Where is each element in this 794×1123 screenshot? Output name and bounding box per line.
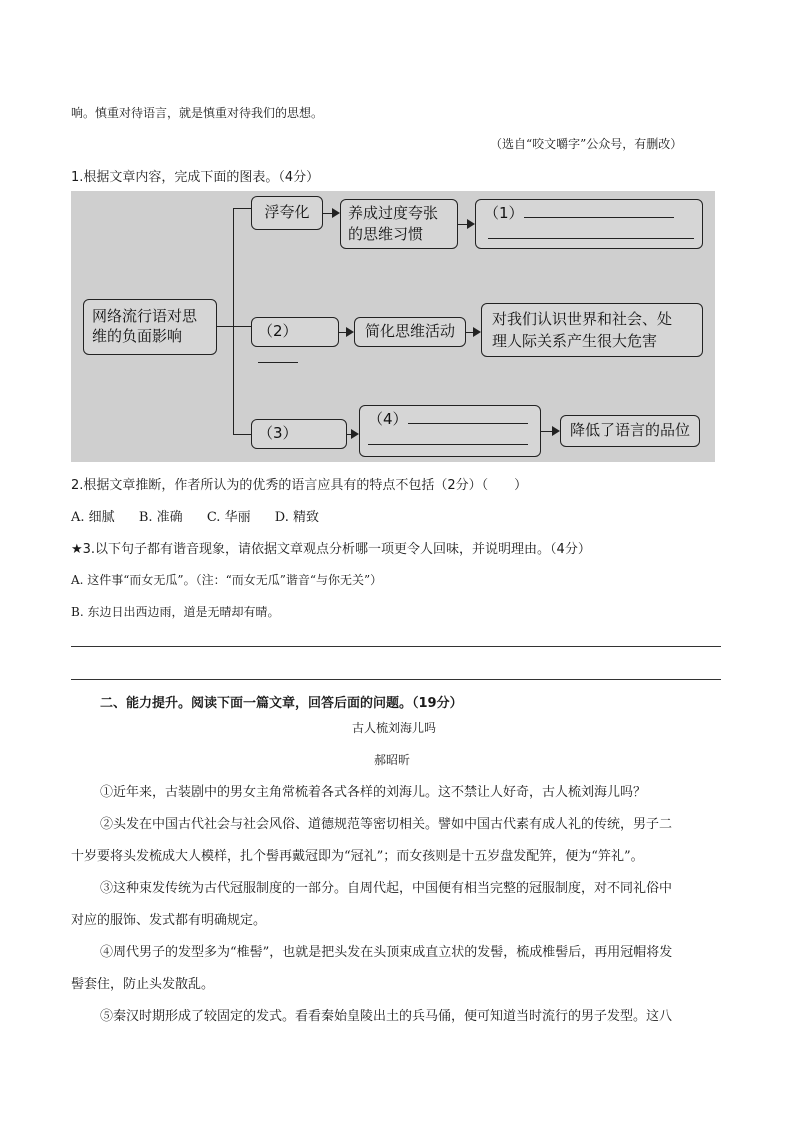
branch2-box xyxy=(251,317,339,347)
branch3-mid-box xyxy=(359,405,541,457)
branch1-mid-box xyxy=(340,199,458,249)
blank-1-number: （1） xyxy=(484,204,524,222)
paragraph-4a: ④周代男子的发型多为“椎髻”，也就是把头发在头顶束成直立状的发髻，梳成椎髻后，再用冠帽将发 xyxy=(100,945,673,960)
paragraph-4b: 髻套住，防止头发散乱。 xyxy=(71,977,215,992)
branch2-end-line-2: 理人际关系产生很大危害 xyxy=(492,332,658,350)
diagram-root-box xyxy=(83,299,217,355)
branch2-end-box xyxy=(481,303,703,357)
q3-option-b: B. 东边日出西边雨，道是无晴却有晴。 xyxy=(71,605,280,619)
branch1-mid-line-2: 的思维习惯 xyxy=(348,225,424,243)
source-note: （选自“咬文嚼字”公众号，有删改） xyxy=(490,137,683,151)
branch2-mid-label: 简化思维活动 xyxy=(364,322,455,340)
section-heading: 二、能力提升。阅读下面一篇文章，回答后面的问题。（19分） xyxy=(100,696,463,711)
q1-prompt: 1.根据文章内容，完成下面的图表。（4分） xyxy=(71,170,320,185)
branch2-end-line-1: 对我们认识世界和社会、处 xyxy=(492,310,673,328)
blank-2-number: （2） xyxy=(258,322,298,340)
answer-blank-4[interactable] xyxy=(408,423,528,424)
answer-line-2[interactable] xyxy=(71,679,721,680)
q2-prompt: 2.根据文章推断，作者所认为的优秀的语言应具有的特点不包括（2分）（ ） xyxy=(71,478,528,493)
branch1-mid-line-1: 养成过度夸张 xyxy=(348,204,439,222)
paragraph-3b: 对应的服饰、发式都有明确规定。 xyxy=(71,913,267,928)
paragraph-5: ⑤秦汉时期形成了较固定的发式。看看秦始皇陵出土的兵马俑，便可知道当时流行的男子发型。这八 xyxy=(100,1009,673,1024)
root-line-2: 维的负面影响 xyxy=(92,327,183,345)
concept-diagram xyxy=(71,191,715,462)
paragraph-2a: ②头发在中国古代社会与社会风俗、道德规范等密切相关。譬如中国古代素有成人礼的传统，男子二 xyxy=(100,817,673,832)
option-a[interactable]: 细腻 xyxy=(88,510,115,525)
answer-blank-4b[interactable] xyxy=(368,430,528,445)
q3-option-a: A. 这件事“而女无瓜”。（注：“而女无瓜”谐音“与你无关”） xyxy=(71,573,383,587)
branch1-end-box xyxy=(475,199,703,249)
option-d-letter: D. xyxy=(274,510,289,525)
branch3-end-box xyxy=(560,415,700,447)
q2-options xyxy=(71,506,319,525)
paragraph-1: ①近年来，古装剧中的男女主角常梳着各式各样的刘海儿。这不禁让人好奇，古人梳刘海儿吗？ xyxy=(100,785,647,800)
branch1-label: 浮夸化 xyxy=(264,203,310,221)
answer-blank-1b[interactable] xyxy=(488,224,694,239)
answer-line-1[interactable] xyxy=(71,646,721,647)
answer-blank-1[interactable] xyxy=(524,217,674,218)
answer-blank-2[interactable] xyxy=(258,362,298,363)
option-a-letter: A. xyxy=(71,510,85,525)
article-author: 郝昭昕 xyxy=(374,753,411,767)
branch3-box xyxy=(251,419,347,449)
option-b-letter: B. xyxy=(138,510,153,525)
blank-3-number: （3） xyxy=(258,424,298,442)
option-b[interactable]: 准确 xyxy=(156,510,183,525)
branch1-box xyxy=(251,196,323,230)
branch3-end-label: 降低了语言的品位 xyxy=(569,421,690,439)
paragraph-3a: ③这种束发传统为古代冠服制度的一部分。自周代起，中国便有相当完整的冠服制度，对不同礼俗中 xyxy=(100,881,673,896)
root-line-1: 网络流行语对思 xyxy=(92,307,198,325)
blank-4-number: （4） xyxy=(368,410,408,428)
option-d[interactable]: 精致 xyxy=(292,510,319,525)
option-c-letter: C. xyxy=(206,510,221,525)
article-title: 古人梳刘海儿吗 xyxy=(352,721,437,735)
paragraph-2b: 十岁要将头发梳成大人模样，扎个髻再戴冠即为“冠礼”；而女孩则是十五岁盘发配笄，便为“笄礼”。 xyxy=(71,849,644,864)
branch2-mid-box xyxy=(354,317,466,347)
prior-text-line: 响。慎重对待语言，就是慎重对待我们的思想。 xyxy=(71,106,324,120)
q3-prompt: ★3.以下句子都有谐音现象，请依据文章观点分析哪一项更令人回味，并说明理由。（4分） xyxy=(71,542,591,557)
option-c[interactable]: 华丽 xyxy=(224,510,251,525)
